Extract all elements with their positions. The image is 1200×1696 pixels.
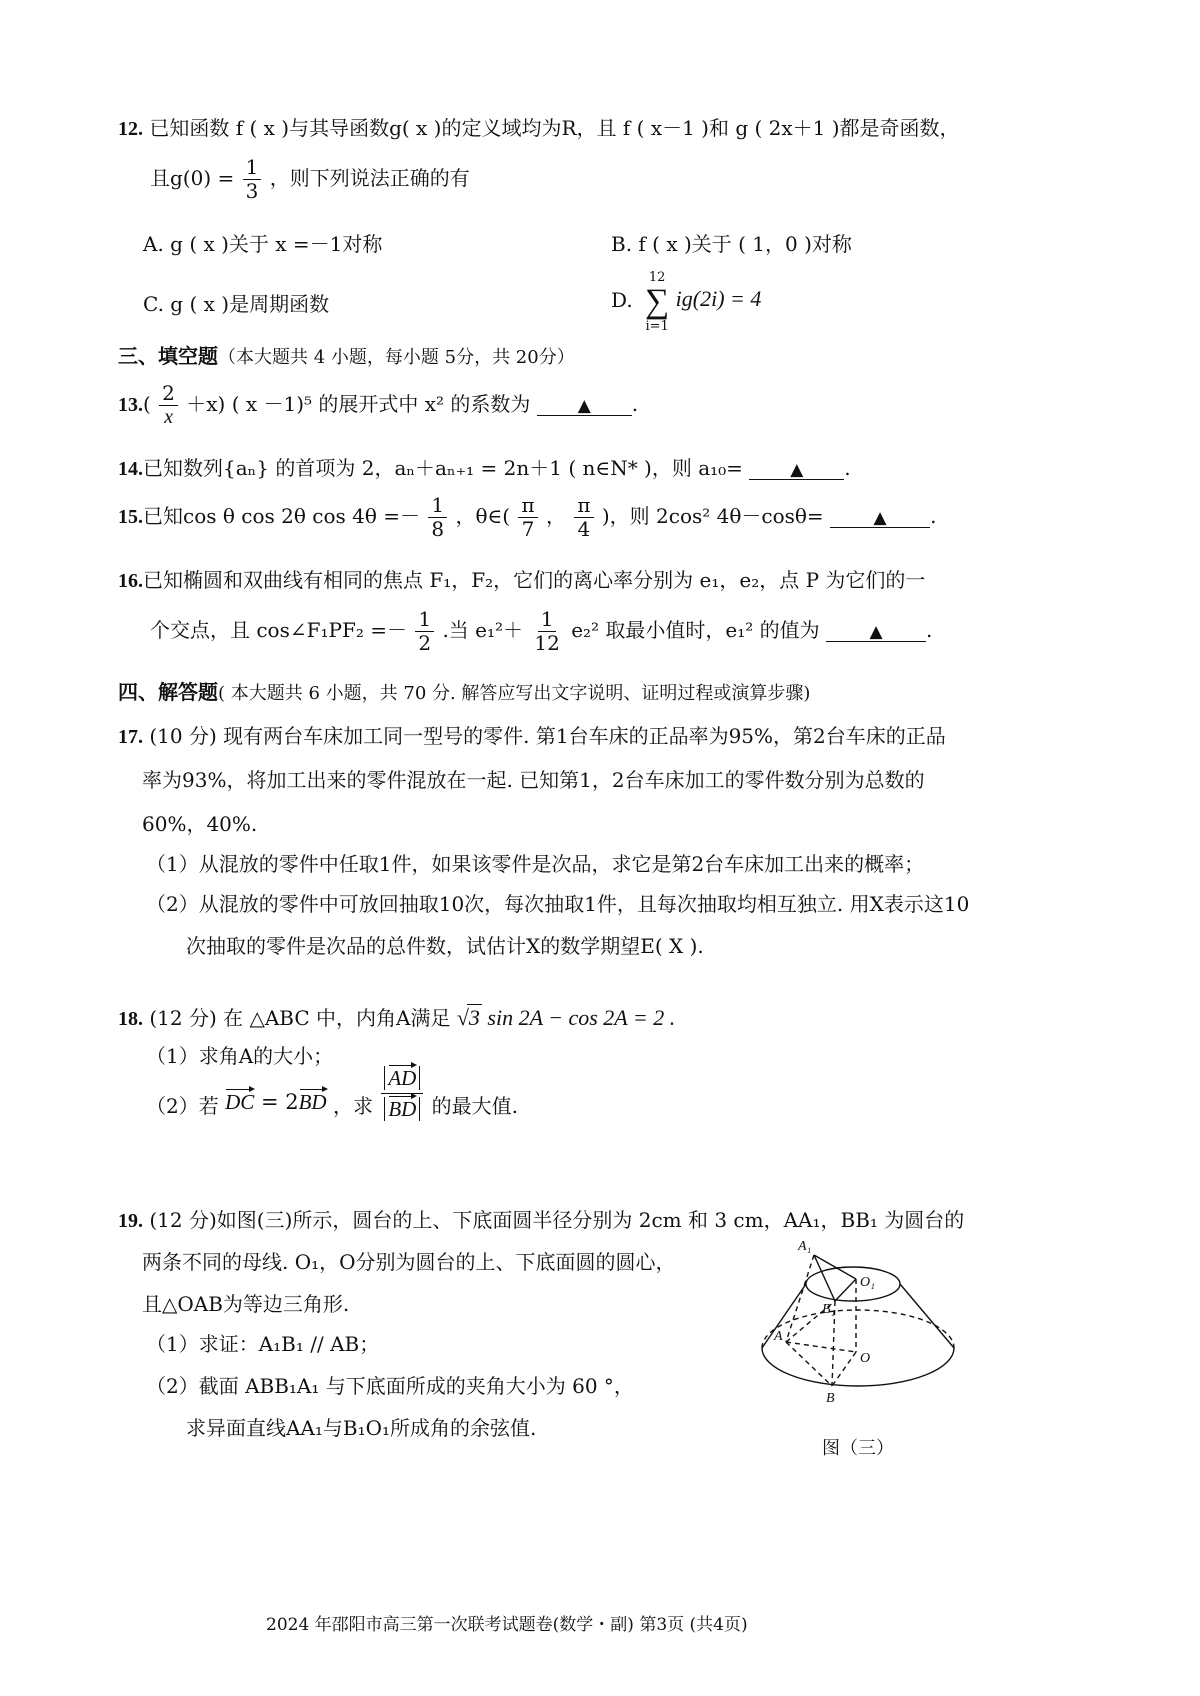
q16-f2-den: 12 [534, 631, 560, 655]
q19-line1-text: (12 分)如图(三)所示，圆台的上、下底面圆半径分别为 2cm 和 3 cm，AA₁，BB₁ 为圆台的 [149, 1208, 965, 1232]
section-3-title: 三、填空题 [118, 344, 218, 368]
q12-stem: 已知函数 f ( x )与其导函数g( x )的定义域均为R，且 f ( x－1 )和 g ( 2x＋1 )都是奇函数， [149, 116, 960, 140]
label-b: B [826, 1391, 835, 1406]
q13-answer-blank [537, 394, 632, 416]
q14-end: . [844, 456, 851, 480]
q15-f1-num: 1 [428, 494, 447, 518]
vector-bd: BD [298, 1090, 327, 1114]
q15-comma: ， [545, 504, 566, 528]
q16-f1-num: 1 [415, 608, 434, 632]
q17-part1: （1）从混放的零件中任取1件，如果该零件是次品，求它是第2台车床加工出来的概率； [146, 852, 925, 876]
q19-part2-a: （2）截面 ABB₁A₁ 与下底面所成的夹角大小为 60 °， [146, 1374, 634, 1398]
section-4-heading [118, 676, 810, 705]
q16-answer-blank [826, 620, 926, 642]
q18-ratio-num [381, 1066, 423, 1094]
q18-equation: √3 sin 2A − cos 2A = 2 . [456, 1005, 676, 1030]
q17-number: 17. [118, 726, 143, 748]
q12-option-b: B. f ( x )关于 ( 1，0 )对称 [611, 232, 852, 256]
q15-fraction-1 [428, 494, 447, 541]
q13-line [118, 382, 638, 429]
q15-pre: 已知cos θ cos 2θ cos 4θ =－ [143, 504, 420, 528]
segment-o-b [832, 1352, 856, 1386]
q16-f1-den: 2 [418, 631, 432, 655]
q19-number: 19. [118, 1210, 143, 1232]
bottom-base-front-arc [762, 1348, 954, 1386]
q15-post: )，则 2cos² 4θ－cosθ= [601, 504, 824, 528]
q12-option-a: A. g ( x )关于 x =－1对称 [143, 232, 383, 256]
q17-part2-a: （2）从混放的零件中可放回抽取10次，每次抽取1件，且每次抽取均相互独立. 用X表示这10 [146, 892, 970, 916]
label-a1: A₁ [798, 1239, 812, 1254]
triangle-icon: ▲ [790, 460, 804, 480]
q13-frac-num: 2 [159, 382, 178, 406]
q15-f1-den: 8 [431, 517, 445, 541]
triangle-icon: ▲ [873, 508, 887, 528]
q12-fraction [243, 156, 262, 203]
q12-frac-num: 1 [243, 156, 262, 180]
vector-ad: AD [388, 1066, 417, 1090]
sum-upper: 12 [648, 270, 666, 285]
triangle-icon: ▲ [577, 396, 591, 416]
q16-fraction-2 [531, 608, 562, 655]
q17-line2: 率为93%，将加工出来的零件混放在一起. 已知第1，2台车床加工的零件数分别为总数的 [142, 768, 925, 792]
q13-fraction [159, 382, 178, 429]
q12-frac-den: 3 [245, 179, 259, 203]
segment-b1-o1 [835, 1279, 856, 1301]
section-3-heading [118, 340, 575, 369]
q12-option-c: C. g ( x )是周期函数 [143, 292, 330, 316]
q15-f3-den: 4 [577, 517, 591, 541]
q18-line1 [118, 1002, 675, 1031]
section-4-title: 四、解答题 [118, 680, 218, 704]
q14-line [118, 452, 851, 481]
q12-line1 [118, 112, 960, 141]
right-generatrix [900, 1284, 954, 1348]
abs-ad [384, 1066, 420, 1090]
label-o: O [860, 1351, 871, 1366]
q16-fraction-1 [415, 608, 434, 655]
q16-l2-pre: 个交点，且 cos∠F₁PF₂ =－ [150, 618, 407, 642]
q14-answer-blank [749, 458, 844, 480]
label-a: A [774, 1329, 783, 1344]
q15-fraction-2 [518, 494, 537, 541]
q16-end: . [926, 618, 933, 642]
q13-end: . [631, 392, 639, 416]
q18-pre: (12 分) 在 △ABC 中，内角A满足 [149, 1006, 451, 1030]
q19-line2: 两条不同的母线. O₁，O分别为圆台的上、下底面圆的圆心， [142, 1250, 676, 1274]
q15-mid: ，θ∈( [455, 504, 511, 528]
segment-a-o [786, 1342, 856, 1352]
q13-number: 13. [118, 394, 143, 416]
segment-a1-b1 [814, 1255, 835, 1301]
q12-summation [645, 270, 669, 334]
q12-line2-post: ，则下列说法正确的有 [269, 166, 470, 190]
q17-part2-b: 次抽取的零件是次品的总件数，试估计X的数学期望E( X ). [186, 934, 704, 958]
q17-line1-text: (10 分) 现有两台车床加工同一型号的零件. 第1台车床的正品率为95%，第2台车床的正品 [149, 724, 946, 748]
q18-p2-pre: （2）若 [146, 1094, 219, 1118]
q18-p2-post: 的最大值. [431, 1094, 519, 1118]
q16-line1 [118, 564, 925, 593]
q15-f3-num: π [574, 494, 593, 518]
q12-option-d-expr: ig(2i) = 4 [675, 286, 762, 311]
q19-line1 [118, 1204, 964, 1233]
q18-part1: （1）求角A的大小； [146, 1044, 334, 1068]
q16-f2-num: 1 [538, 608, 557, 632]
figure-caption: 图（三） [822, 1438, 894, 1459]
q12-line2-pre: 且g(0) = [150, 166, 235, 190]
q15-fraction-3 [574, 494, 593, 541]
q18-number: 18. [118, 1008, 143, 1030]
q18-ratio-den [381, 1094, 423, 1121]
section-4-note: ( 本大题共 6 小题，共 70 分. 解答应写出文字说明、证明过程或演算步骤) [218, 683, 811, 704]
vector-dc: DC [225, 1090, 255, 1114]
section-3-note: （本大题共 4 小题，每小题 5分，共 20分） [218, 347, 575, 368]
segment-a1-a [786, 1255, 814, 1342]
left-generatrix [762, 1284, 806, 1348]
q18-part2 [146, 1066, 518, 1121]
q12-number: 12. [118, 118, 143, 140]
q19-part2-b: 求异面直线AA₁与B₁O₁所成角的余弦值. [186, 1416, 537, 1440]
top-base-ellipse [806, 1267, 900, 1301]
q12-line2 [150, 156, 470, 203]
q15-answer-blank [830, 506, 930, 528]
q14-number: 14. [118, 458, 143, 480]
q15-f2-den: 7 [521, 517, 535, 541]
abs-bd [384, 1097, 420, 1121]
q13-post: ＋x) ( x －1)⁵ 的展开式中 x² 的系数为 [186, 392, 531, 416]
q18-equation-rest: sin 2A − cos 2A = 2 . [487, 1005, 676, 1030]
q19-line3: 且△OAB为等边三角形. [142, 1292, 350, 1316]
vector-bd-den: BD [388, 1097, 417, 1122]
q17-line1 [118, 720, 946, 749]
q15-f2-num: π [518, 494, 537, 518]
q16-line1-text: 已知椭圆和双曲线有相同的焦点 F₁，F₂，它们的离心率分别为 e₁，e₂，点 P 为它们的一 [143, 568, 926, 592]
q19-part1: （1）求证：A₁B₁ // AB； [146, 1332, 380, 1356]
q12-option-d-label: D. [611, 288, 633, 312]
q18-ratio-fraction [381, 1066, 423, 1121]
page-footer: 2024 年邵阳市高三第一次联考试题卷(数学・副) 第3页 (共4页) [266, 1615, 748, 1635]
q12-option-d [611, 270, 761, 334]
q16-l2-post: e₂² 取最小值时，e₁² 的值为 [571, 618, 820, 642]
q15-number: 15. [118, 506, 143, 528]
q16-l2-mid: .当 e₁²＋ [442, 618, 524, 642]
q13-pre: ( [143, 392, 151, 416]
q14-text: 已知数列{aₙ} 的首项为 2，aₙ＋aₙ₊₁ = 2n＋1 ( n∈N* )，则 a₁₀= [143, 456, 743, 480]
sum-lower: i=1 [645, 319, 669, 334]
q18-p2-mid: ，求 [332, 1094, 373, 1118]
q18-eq: = 2 [254, 1090, 299, 1114]
q18-sqrt-arg: 3 [468, 1005, 480, 1030]
q15-line [118, 494, 936, 541]
sigma-icon: ∑ [645, 283, 670, 320]
label-b1: B₁ [822, 1302, 836, 1317]
q16-number: 16. [118, 570, 143, 592]
q17-line3: 60%，40%. [142, 812, 258, 836]
q16-line2 [150, 608, 932, 655]
label-o1: O₁ [860, 1275, 875, 1290]
triangle-icon: ▲ [869, 622, 883, 642]
segment-a-b [786, 1342, 832, 1386]
q13-frac-den: x [164, 406, 173, 428]
q15-end: . [930, 504, 937, 528]
q18-vector-equation [225, 1090, 327, 1115]
